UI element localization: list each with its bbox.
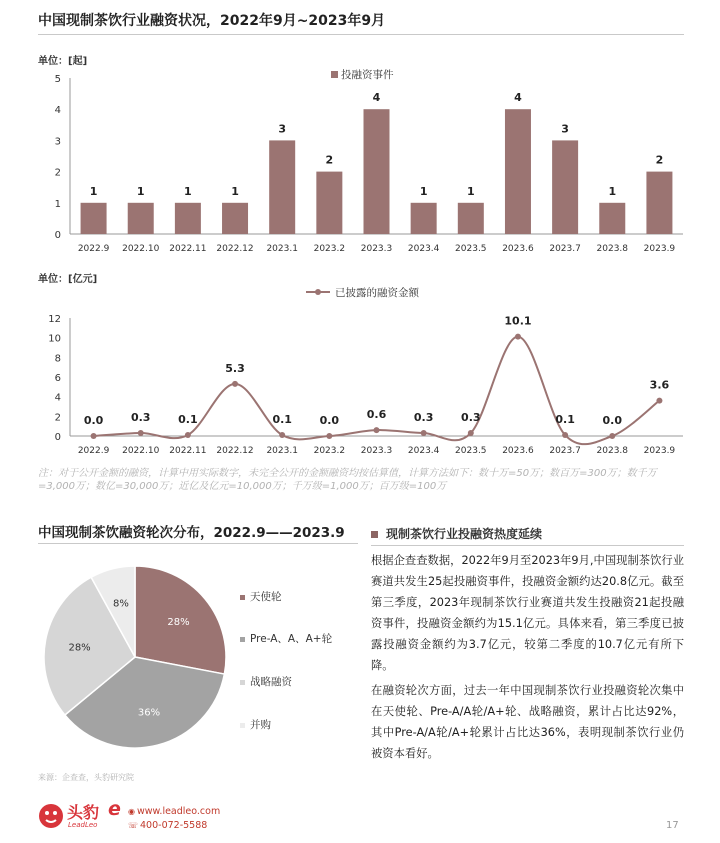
logo-text: 头豹 xyxy=(67,803,100,822)
right-panel-paragraph-1: 根据企查查数据，2022年9月至2023年9月,中国现制茶饮行业赛道共发生25起投融资事件，投融资金额约达20.8亿元。截至第三季度，2023年现制茶饮行业赛道共发生投融资21起投融资事件，投融资金额约为15.1亿元。具体来看，第三季度已披露投融资金额约为3.7亿元，较第二季度的10.7亿元有所下降。 xyxy=(371,554,684,672)
bar-data-label: 1 xyxy=(231,184,239,198)
bar-x-tick-label: 2023.8 xyxy=(596,244,629,254)
bar-x-tick-label: 2022.10 xyxy=(122,244,160,254)
bar-unit-label: 单位：[起] xyxy=(38,56,88,67)
source-note: 来源：企查查，头豹研究院 xyxy=(38,773,134,782)
line-point xyxy=(279,432,285,438)
line-data-label: 0.1 xyxy=(555,413,575,427)
bar xyxy=(128,203,154,234)
line-point xyxy=(138,430,144,436)
bar-y-tick-label: 5 xyxy=(54,74,61,85)
footer-website[interactable]: ◉ www.leadleo.com xyxy=(128,806,221,817)
footer-phone: ☏ 400-072-5588 xyxy=(128,820,208,831)
bar-data-label: 4 xyxy=(372,91,381,105)
line-data-label: 3.6 xyxy=(649,378,670,392)
line-point xyxy=(374,427,380,433)
leopard-logo-icon xyxy=(38,802,64,830)
bar-data-label: 1 xyxy=(89,184,98,198)
bar-data-label: 1 xyxy=(608,184,617,198)
bar xyxy=(552,140,578,234)
bar-x-tick-label: 2023.2 xyxy=(313,244,346,254)
square-bullet-icon xyxy=(371,531,378,538)
line-x-tick-label: 2023.9 xyxy=(643,446,676,456)
bar xyxy=(222,203,248,234)
bar-x-tick-label: 2023.7 xyxy=(549,244,581,254)
line-point xyxy=(656,398,662,404)
line-x-tick-label: 2023.6 xyxy=(502,446,534,456)
line-data-label: 10.1 xyxy=(504,314,532,328)
line-point xyxy=(515,334,521,340)
line-data-label: 0.3 xyxy=(461,411,481,425)
line-data-label: 0.3 xyxy=(413,411,434,425)
pie-title: 中国现制茶饮融资轮次分布，2022.9——2023.9 xyxy=(38,525,345,541)
line-x-tick-label: 2022.9 xyxy=(77,446,110,456)
line-y-tick-label: 8 xyxy=(54,353,61,365)
bar xyxy=(364,109,390,234)
bar-x-tick-label: 2023.5 xyxy=(455,244,487,254)
bar-data-label: 4 xyxy=(514,91,522,105)
bar-chart xyxy=(38,64,688,260)
line-data-label: 0.1 xyxy=(178,413,198,427)
logo-subtext: LeadLeo xyxy=(68,821,98,829)
line-point xyxy=(609,433,615,439)
bar xyxy=(411,203,437,234)
bar xyxy=(505,109,531,234)
bar-x-tick-label: 2023.1 xyxy=(266,244,298,254)
pie-slice-label: 28% xyxy=(167,617,190,629)
legend-swatch-icon xyxy=(240,595,245,600)
line-data-label: 0.0 xyxy=(83,414,104,427)
bar-x-tick-label: 2022.9 xyxy=(77,244,110,254)
pie-legend-strategic: 战略融资 xyxy=(240,674,292,689)
right-panel-heading: 现制茶饮行业投融资热度延续 xyxy=(371,525,542,542)
title-divider xyxy=(38,34,684,35)
line-y-tick-label: 10 xyxy=(48,333,61,345)
bar-y-tick-label: 3 xyxy=(54,136,61,148)
page-title: 中国现制茶饮行业融资状况，2022年9月~2023年9月 xyxy=(38,13,386,29)
line-data-label: 0.6 xyxy=(366,408,387,422)
bar xyxy=(316,172,342,234)
line-x-tick-label: 2022.12 xyxy=(216,446,254,456)
line-x-tick-label: 2023.8 xyxy=(596,446,629,456)
line-x-tick-label: 2023.7 xyxy=(549,446,581,456)
bar-x-tick-label: 2023.3 xyxy=(360,244,393,254)
line-data-label: 0.1 xyxy=(272,413,292,427)
line-point xyxy=(91,433,97,439)
line-legend-label: 已披露的融资金额 xyxy=(335,287,419,299)
right-panel-divider xyxy=(371,545,684,546)
bar-data-label: 1 xyxy=(136,184,145,198)
bar-x-tick-label: 2023.9 xyxy=(643,244,676,254)
bar-data-label: 2 xyxy=(655,153,664,167)
line-x-tick-label: 2023.5 xyxy=(455,446,487,456)
line-point xyxy=(421,430,427,436)
e-mark-icon: e xyxy=(108,798,121,820)
bar-x-tick-label: 2022.12 xyxy=(216,244,254,254)
pie-slice-label: 28% xyxy=(68,642,91,654)
bar-x-tick-label: 2022.11 xyxy=(169,244,207,254)
bar xyxy=(269,140,295,234)
line-point xyxy=(185,432,191,438)
line-point xyxy=(468,430,474,436)
page-number: 17 xyxy=(666,820,679,831)
line-y-tick-label: 6 xyxy=(54,373,61,384)
line-point xyxy=(232,381,238,387)
bar-x-tick-label: 2023.4 xyxy=(407,244,440,254)
line-legend-marker xyxy=(315,289,321,295)
bar xyxy=(175,203,201,234)
line-point xyxy=(562,432,568,438)
pie-legend-angel: 天使轮 xyxy=(240,589,282,604)
line-y-tick-label: 0 xyxy=(54,432,61,443)
bar-data-label: 3 xyxy=(278,122,287,136)
bar-y-tick-label: 2 xyxy=(54,167,61,179)
bar-data-label: 1 xyxy=(184,184,192,198)
bar xyxy=(81,203,107,234)
pie-slice-label: 8% xyxy=(113,598,129,610)
line-x-tick-label: 2022.10 xyxy=(122,446,160,456)
line-x-tick-label: 2023.4 xyxy=(407,446,440,456)
line-data-label: 5.3 xyxy=(225,361,245,375)
line-x-tick-label: 2023.2 xyxy=(313,446,346,456)
line-y-tick-label: 12 xyxy=(48,314,61,325)
pie-title-divider xyxy=(38,543,358,544)
bar xyxy=(458,203,484,234)
bar-legend-swatch xyxy=(331,71,338,78)
phone-icon: ☏ xyxy=(128,821,139,830)
line-data-label: 0.3 xyxy=(130,411,151,425)
line-point xyxy=(326,433,332,439)
bar-data-label: 1 xyxy=(419,184,428,198)
legend-swatch-icon xyxy=(240,637,245,642)
line-chart xyxy=(38,283,688,463)
line-y-tick-label: 4 xyxy=(54,392,61,404)
line-data-label: 0.0 xyxy=(319,414,340,427)
line-y-tick-label: 2 xyxy=(54,412,61,424)
globe-icon: ◉ xyxy=(128,807,135,816)
legend-swatch-icon xyxy=(240,680,245,685)
line-x-tick-label: 2022.11 xyxy=(169,446,207,456)
bar-y-tick-label: 1 xyxy=(54,198,61,210)
bar-y-tick-label: 0 xyxy=(54,230,61,241)
bar xyxy=(646,172,672,234)
bar xyxy=(599,203,625,234)
pie-slice-label: 36% xyxy=(137,707,161,719)
pie-legend-prea: Pre-A、A、A+轮 xyxy=(240,631,332,646)
legend-swatch-icon xyxy=(240,723,245,728)
line-data-label: 0.0 xyxy=(602,414,623,427)
right-panel-paragraph-2: 在融资轮次方面，过去一年中国现制茶饮行业投融资轮次集中在天使轮、Pre-A/A轮/A+轮、战略融资，累计占比达92%，其中Pre-A/A轮/A+轮累计占比达36%，表明现制茶饮行业仍被资本看好。 xyxy=(371,684,684,760)
calculation-note: 注：对于公开金额的融资，计算中用实际数字，未完全公开的金额融资均按估算值，计算方法如下：数十万=50万；数百万=300万；数千万=3,000万；数亿=30,000万；近亿及亿元=10,000万；千万级=1,000万；百万级=100万 xyxy=(38,468,657,492)
line-unit-label: 单位：[亿元] xyxy=(38,274,98,285)
bar-data-label: 1 xyxy=(466,184,475,198)
bar-data-label: 2 xyxy=(325,153,334,167)
pie-chart xyxy=(38,560,228,760)
leadleo-logo xyxy=(38,800,124,832)
bar-x-tick-label: 2023.6 xyxy=(502,244,534,254)
bar-data-label: 3 xyxy=(561,122,569,136)
line-x-tick-label: 2023.1 xyxy=(266,446,298,456)
bar-legend-label: 投融资事件 xyxy=(341,69,394,81)
pie-legend-ma: 并购 xyxy=(240,717,271,732)
line-x-tick-label: 2023.3 xyxy=(360,446,393,456)
bar-y-tick-label: 4 xyxy=(54,105,61,117)
